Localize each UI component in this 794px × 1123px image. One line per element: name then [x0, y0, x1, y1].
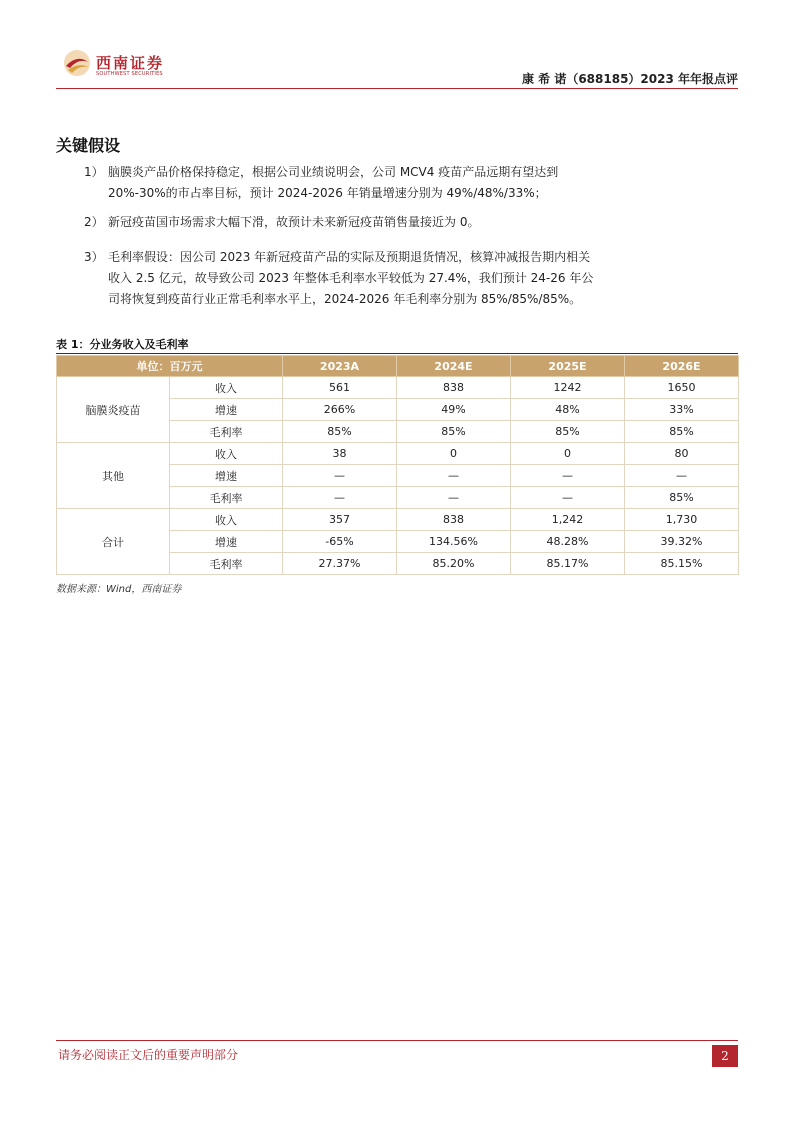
table-cell: 85% [625, 487, 739, 509]
metric-label: 收入 [170, 377, 283, 399]
metric-label: 增速 [170, 465, 283, 487]
table-cell: — [283, 465, 397, 487]
table-cell: 80 [625, 443, 739, 465]
table-cell: 1,242 [511, 509, 625, 531]
table-row [57, 443, 739, 465]
assumption-text: 毛利率假设：因公司 2023 年新冠疫苗产品的实际及预期退货情况，核算冲减报告期内相关收入 2.5 亿元，故导致公司 2023 年整体毛利率水平较低为 27.4%，我们预计 24-26 年公司将恢复到疫苗行业正常毛利率水平上，2024-2026 年毛利率分别为 85%/85%/85%。 [108, 250, 594, 306]
group-label: 合计 [57, 509, 170, 575]
table-cell: 48.28% [511, 531, 625, 553]
footer-divider [56, 1040, 738, 1041]
table-cell: 266% [283, 399, 397, 421]
table-cell: 85% [625, 421, 739, 443]
table-cell: 38 [283, 443, 397, 465]
table-cell: 1242 [511, 377, 625, 399]
table-cell: — [397, 487, 511, 509]
group-label: 脑膜炎疫苗 [57, 377, 170, 443]
page-number: 2 [712, 1045, 738, 1067]
table-cell: 48% [511, 399, 625, 421]
assumption-item [84, 212, 594, 233]
table-cell: 838 [397, 377, 511, 399]
table-cell: 85.15% [625, 553, 739, 575]
assumption-text: 新冠疫苗国市场需求大幅下滑，故预计未来新冠疫苗销售量接近为 0。 [108, 215, 480, 229]
table-cell: 85.17% [511, 553, 625, 575]
table-cell: 33% [625, 399, 739, 421]
metric-label: 收入 [170, 509, 283, 531]
table-cell: — [511, 487, 625, 509]
assumption-number: 1） [84, 165, 104, 179]
metric-label: 毛利率 [170, 487, 283, 509]
revenue-margin-table [56, 355, 739, 575]
table-cell: 85.20% [397, 553, 511, 575]
table-cell: 39.32% [625, 531, 739, 553]
disclaimer-note: 请务必阅读正文后的重要声明部分 [58, 1048, 239, 1062]
metric-label: 增速 [170, 399, 283, 421]
table-cell: — [397, 465, 511, 487]
table-row [57, 509, 739, 531]
header-year: 2026E [625, 356, 739, 377]
header-divider [56, 88, 738, 89]
table-row [57, 377, 739, 399]
report-title: 康 希 诺（688185）2023 年年报点评 [521, 72, 738, 86]
table-cell: 357 [283, 509, 397, 531]
assumption-number: 3） [84, 250, 104, 264]
table-cell: 85% [511, 421, 625, 443]
table-cell: -65% [283, 531, 397, 553]
table-cell: — [625, 465, 739, 487]
caption-divider [56, 353, 738, 354]
table-cell: 0 [397, 443, 511, 465]
section-title: 关键假设 [56, 136, 121, 155]
table-cell: 85% [397, 421, 511, 443]
logo-emblem-icon [62, 48, 92, 78]
assumption-text: 脑膜炎产品价格保持稳定，根据公司业绩说明会，公司 MCV4 疫苗产品远期有望达到 20%-30%的市占率目标，预计 2024-2026 年销量增速分别为 49%/48%/33%； [108, 165, 559, 200]
company-logo [62, 48, 172, 82]
metric-label: 毛利率 [170, 553, 283, 575]
header-year: 2023A [283, 356, 397, 377]
table-cell: 1650 [625, 377, 739, 399]
data-source: 数据来源：Wind，西南证券 [56, 584, 182, 595]
table-cell: 49% [397, 399, 511, 421]
header-unit: 单位：百万元 [57, 356, 283, 377]
metric-label: 收入 [170, 443, 283, 465]
header-year: 2025E [511, 356, 625, 377]
table-cell: — [511, 465, 625, 487]
table-cell: 134.56% [397, 531, 511, 553]
header-year: 2024E [397, 356, 511, 377]
table-cell: 0 [511, 443, 625, 465]
assumption-number: 2） [84, 215, 104, 229]
metric-label: 增速 [170, 531, 283, 553]
table-header-row [57, 356, 739, 377]
table-cell: — [283, 487, 397, 509]
logo-name-cn: 西南证券 [96, 54, 165, 72]
table-cell: 27.37% [283, 553, 397, 575]
assumption-item [84, 162, 594, 204]
table-cell: 838 [397, 509, 511, 531]
table-cell: 85% [283, 421, 397, 443]
logo-name-en: SOUTHWEST SECURITIES [96, 71, 163, 77]
assumption-item [84, 247, 594, 310]
table-caption: 表 1：分业务收入及毛利率 [56, 338, 189, 351]
table-cell: 1,730 [625, 509, 739, 531]
metric-label: 毛利率 [170, 421, 283, 443]
table-cell: 561 [283, 377, 397, 399]
group-label: 其他 [57, 443, 170, 509]
